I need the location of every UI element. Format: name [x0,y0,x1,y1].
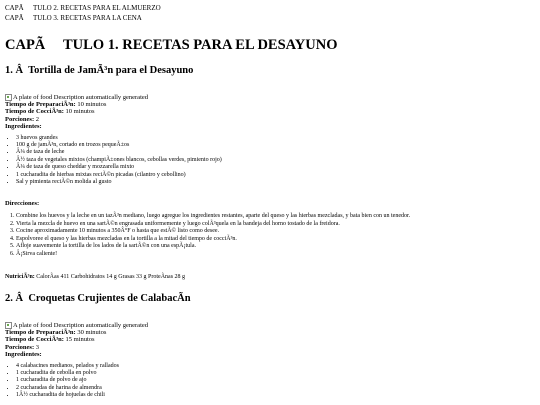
list-item: 6. Â¡Sirva caliente! [16,251,535,258]
list-item: • 4 calabacines medianos, pelados y rallados [16,363,535,370]
broken-image-icon [5,94,12,101]
list-item: • Â¼ de taza de leche [16,149,535,156]
list-item: • 1 cucharadita de polvo de ajo [16,377,535,384]
list-item: • 2 cucharadas de harina de almendra [16,385,535,392]
recipe-image [5,94,535,101]
toc-link-chapter-3[interactable]: CAPÃ TULO 3. RECETAS PARA LA CENA [5,14,142,22]
portions-value: 3 [34,343,39,351]
ingredients-list [5,135,535,187]
nutrition-label: NutriciÃ³n: [5,273,35,280]
ingredients-label: Ingredientes: [5,123,42,131]
prep-time-value: 30 minutos [75,328,107,336]
ingredients-list [5,363,535,400]
list-item: • Sal y pimienta reciÃ©n molida al gusto [16,179,535,186]
cook-time-label: Tiempo de CocciÃ³n: [5,108,64,116]
recipe-title: 1. Â Tortilla de JamÃ³n para el Desayuno [5,65,194,76]
table-of-contents [5,3,535,23]
nutrition-info [5,273,535,281]
cook-time [5,108,535,115]
ingredients-heading [5,351,535,358]
prep-time-value: 10 minutos [75,101,107,108]
image-alt-text: A plate of food Description automatically generated [13,94,149,101]
cook-time-label: Tiempo de CocciÃ³n: [5,336,64,344]
list-item: • 100 g de jamÃ³n, cortado en trozos pequeÃ±os [16,142,535,149]
cook-time [5,336,535,343]
portions [5,344,535,351]
prep-time-label: Tiempo de PreparaciÃ³n: [5,101,76,108]
document-page [5,0,535,400]
image-alt-text: A plate of food Description automatically generated [13,321,149,329]
broken-image-icon [5,322,12,329]
list-item: 4. Espolvoree el queso y las hierbas mezcladas en la tortilla a la mitad del tiempo de cocciÃ³n. [16,236,535,243]
list-item: • 1 cucharadita de hierbas mixtas reciÃ©n picadas (cilantro y cebollino) [16,172,535,179]
directions-list [5,213,535,257]
list-item: 5. Afloje suavemente la tortilla de los lados de la sartÃ©n con una espÃ¡tula. [16,243,535,250]
portions-label: Porciones: [5,343,35,351]
portions [5,116,535,123]
toc-link-chapter-2[interactable]: CAPÃ TULO 2. RECETAS PARA EL ALMUERZO [5,4,161,12]
portions-value: 2 [34,115,39,123]
list-item: • Â¼ de taza de queso cheddar y mozzarella mixto [16,164,535,171]
list-item: • 1Â½ cucharadita de hojuelas de chili [16,392,535,399]
prep-time-label: Tiempo de PreparaciÃ³n: [5,328,76,336]
directions-label: Direcciones: [5,200,40,208]
recipe-title: 2. Â Croquetas Crujientes de CalabacÃn [5,292,191,304]
list-item: 3. Cocine aproximadamente 10 minutos a 350Â°F o hasta que estÃ© listo como desee. [16,228,535,235]
list-item: • Â½ taza de vegetales mixtos (champiÃ±ones blancos, cebollas verdes, pimiento rojo) [16,157,535,164]
nutrition-value: CalorÃas 411 Carbohidratos 14 g Grasas 33 g ProteÃnas 28 g [34,273,186,280]
portions-label: Porciones: [5,115,35,123]
ingredients-heading [5,123,535,130]
ingredients-label: Ingredientes: [5,351,42,359]
cook-time-value: 10 minutos [63,108,95,116]
list-item: • 3 huevos grandes [16,135,535,142]
list-item: 1. Combine los huevos y la leche en un tazÃ³n mediano, luego agregue los ingredientes restantes, aparte del queso y las hierbas mezcladas, y bata bien con un tenedor. [16,213,535,220]
list-item: 2. Vierta la mezcla de huevo en una sartÃ©n engrasada uniformemente y luego colÃ³quela en la bandeja del horno tostado de la freidora. [16,221,535,228]
cook-time-value: 15 minutos [63,336,95,344]
recipe-image [5,322,535,329]
chapter-title: CAPÃ TULO 1. RECETAS PARA EL DESAYUNO [5,37,338,53]
list-item: • 1 cucharadita de cebolla en polvo [16,370,535,377]
